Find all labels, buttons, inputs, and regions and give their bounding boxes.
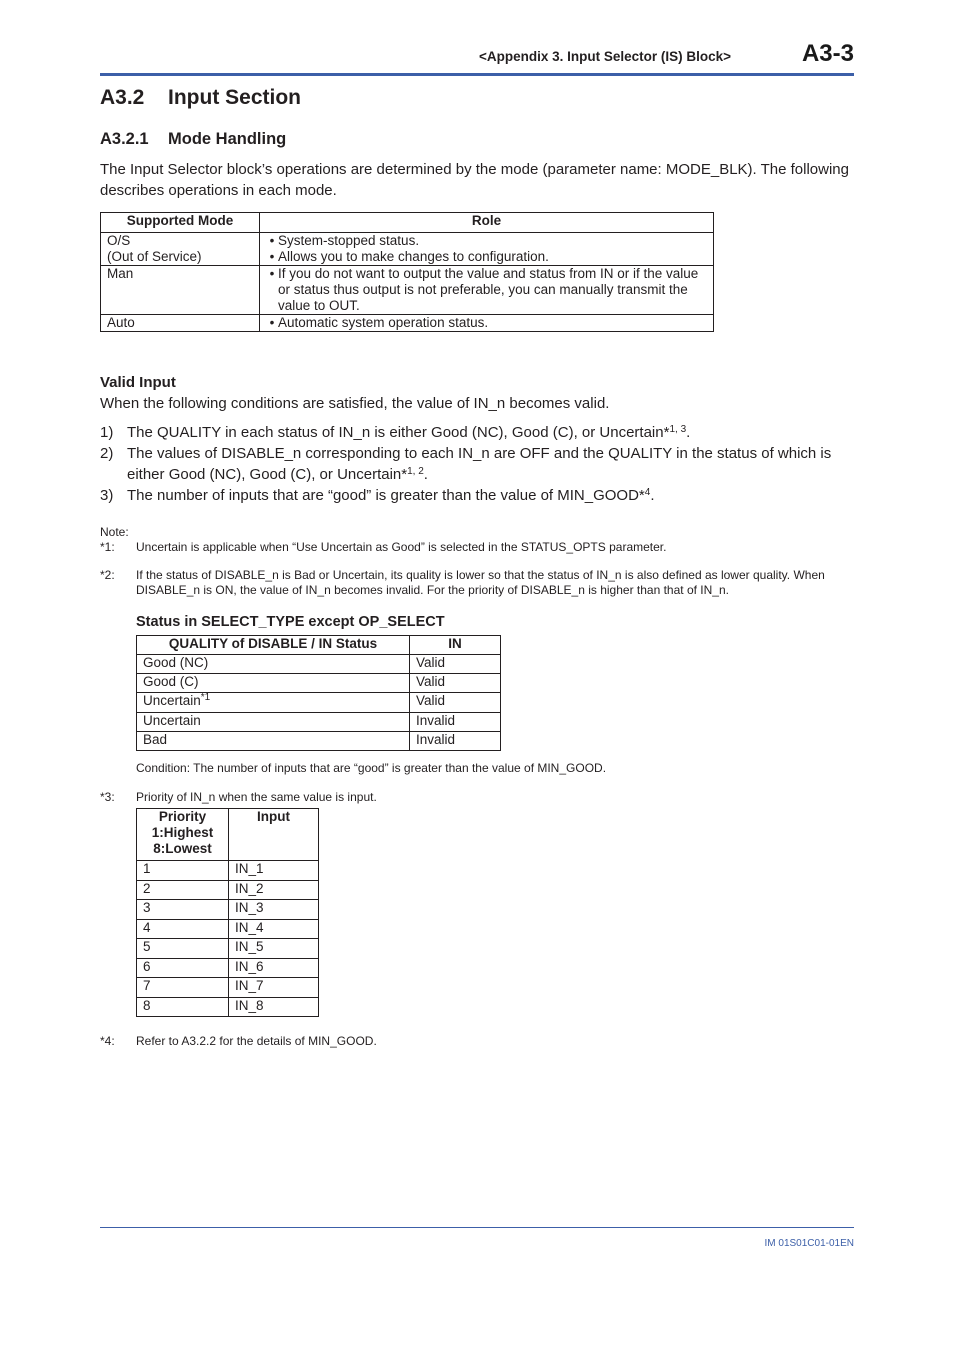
header-title: <Appendix 3. Input Selector (IS) Block> [478, 49, 731, 64]
status-table-title: Status in SELECT_TYPE except OP_SELECT [136, 614, 445, 630]
table-row [101, 233, 714, 266]
input-header: Input [229, 809, 319, 861]
subsection-number: A3.2.1 [100, 130, 149, 148]
table-row: 8 IN_8 [137, 997, 319, 1017]
mode-name: O/S [107, 233, 131, 248]
role-text: Automatic system operation status. [278, 315, 489, 330]
header-rule [100, 73, 854, 76]
status-condition: Condition: The number of inputs that are “good” is greater than the value of MIN_GOOD. [136, 761, 607, 775]
footnote-1: *1: Uncertain is applicable when “Use Uncertain as Good” is selected in the STATUS_OPTS parameter. [100, 540, 667, 554]
section-title: Input Section [168, 86, 301, 109]
table-row: 6 IN_6 [137, 958, 319, 978]
subsection-title: Mode Handling [168, 130, 287, 148]
table-row: Good (C) Valid [137, 674, 501, 693]
status-header-quality: QUALITY of DISABLE / IN Status [137, 636, 410, 655]
document-id: IM 01S01C01-01EN [764, 1238, 854, 1249]
mode-cell [101, 233, 260, 266]
section-heading [100, 86, 301, 110]
page-number: A3-3 [801, 40, 854, 67]
subsection-heading [100, 130, 286, 149]
table-row: 3 IN_3 [137, 900, 319, 920]
section-number: A3.2 [100, 86, 145, 109]
mode-name: Man [107, 266, 134, 281]
table-row: 1 IN_1 [137, 861, 319, 881]
mode-table-header-role: Role [260, 213, 714, 233]
mode-table [100, 212, 714, 332]
mode-subtitle: (Out of Service) [107, 249, 202, 264]
valid-input-text: When the following conditions are satisfied, the value of IN_n becomes valid. [100, 395, 610, 412]
priority-table [136, 808, 319, 1017]
table-row [101, 315, 714, 332]
table-row: Uncertain$^{*1}$ Valid [137, 693, 501, 713]
role-cell: • Automatic system operation status. [260, 315, 714, 332]
role-cell: • System-stopped status. • Allows you to make changes to configuration. [260, 233, 714, 266]
footer-rule [100, 1227, 854, 1228]
list-item: 3) The number of inputs that are “good” is greater than the value of MIN_GOOD*$^4$. [100, 487, 655, 504]
table-row [101, 266, 714, 315]
status-header-in: IN [410, 636, 501, 655]
priority-header: Priority 1:Highest 8:Lowest [137, 809, 229, 861]
role-text: Allows you to make changes to configuration. [278, 249, 549, 264]
footnote-2: *2: If the status of DISABLE_n is Bad or Uncertain, its quality is lower so that the status of IN_n is also defined as lower quality. When DISABLE_n is ON, the value of IN_n becomes invalid. For the priority of DISABLE_n is higher than that of IN_n. [100, 568, 825, 597]
table-row: 7 IN_7 [137, 978, 319, 998]
table-row: Uncertain Invalid [137, 713, 501, 732]
table-row: 4 IN_4 [137, 919, 319, 939]
status-table [136, 635, 501, 751]
table-row: 5 IN_5 [137, 939, 319, 959]
footnote-3: *3: Priority of IN_n when the same value is input. [100, 790, 377, 804]
mode-table-header-mode: Supported Mode [101, 213, 260, 233]
table-row: Good (NC) Valid [137, 655, 501, 674]
list-item: 2) The values of DISABLE_n corresponding to each IN_n are OFF and the QUALITY in the status of which is either Good (NC), Good (C), or Uncertain*$^{1, 2}$. [100, 445, 832, 483]
table-row: 2 IN_2 [137, 880, 319, 900]
mode-name: Auto [107, 315, 135, 330]
note-label: Note: [100, 525, 129, 539]
role-text: If you do not want to output the value and status from IN or if the value or status thus output is not preferable, you can manually transmit the value to OUT. [278, 266, 699, 313]
footnote-4: *4: Refer to A3.2.2 for the details of MIN_GOOD. [100, 1034, 377, 1048]
list-item: 1) The QUALITY in each status of IN_n is either Good (NC), Good (C), or Uncertain*$^{1, 3}$. [100, 424, 691, 441]
mode-cell [101, 315, 260, 332]
intro-paragraph: The Input Selector block’s operations are determined by the mode (parameter name: MODE_BLK). The following describes operations in each mode. [100, 161, 849, 199]
valid-input-heading: Valid Input [100, 374, 176, 391]
role-cell: • If you do not want to output the value and status from IN or if the value or status thus output is not preferable, you can manually transmit the value to OUT. [260, 266, 714, 315]
role-text: System-stopped status. [278, 233, 420, 248]
table-row: Bad Invalid [137, 732, 501, 751]
mode-cell [101, 266, 260, 315]
